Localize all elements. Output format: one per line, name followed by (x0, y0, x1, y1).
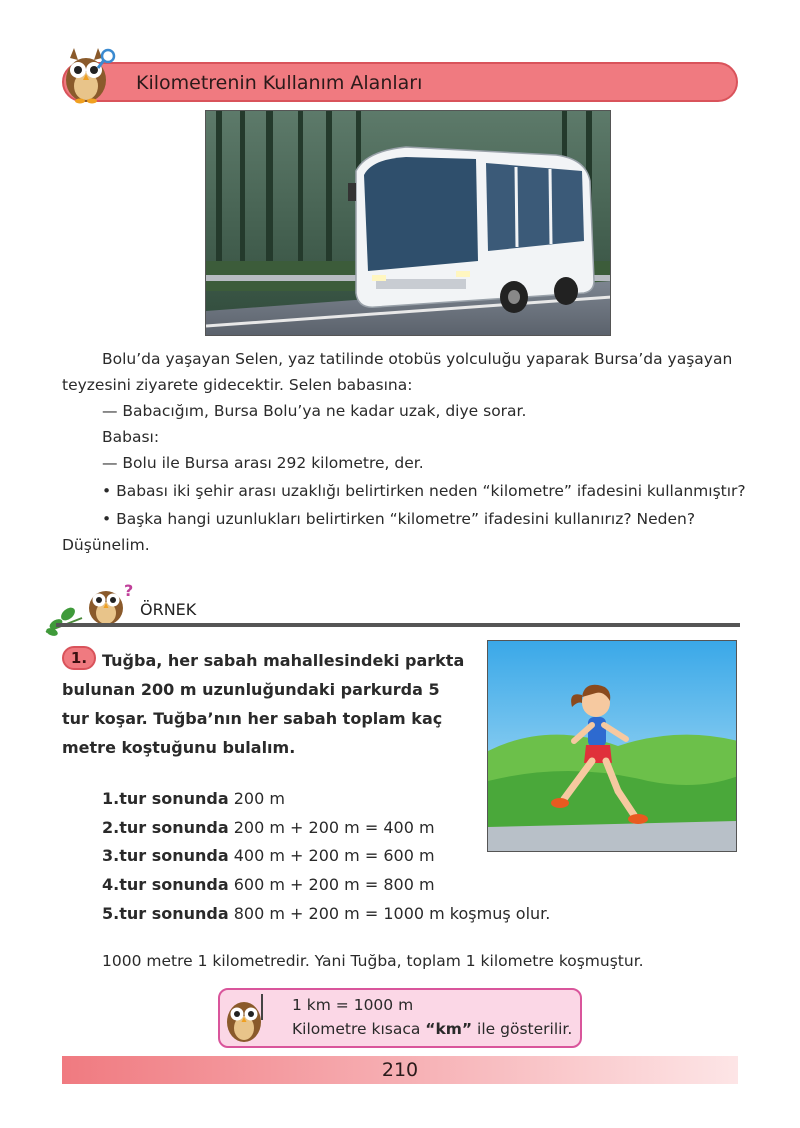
owl-icon (60, 44, 116, 104)
story-intro: Bolu’da yaşayan Selen, yaz tatilinde otobüs yolculuğu yaparak Bursa’da yaşayan teyzesini ziyarete gidecektir. Selen babasına: (62, 350, 733, 394)
example-number-badge: 1. (62, 646, 96, 670)
page-title: Kilometrenin Kullanım Alanları (136, 72, 423, 94)
runner-illustration (487, 640, 737, 852)
bus-illustration (206, 111, 611, 336)
info-line-2: Kilometre kısaca “km” ile gösterilir. (292, 1020, 573, 1038)
runner-scene (488, 641, 737, 852)
page-number: 210 (381, 1059, 419, 1081)
calc-step-4: 4.tur sonunda 600 m + 200 m = 800 m (102, 875, 435, 894)
owl-icon (222, 990, 268, 1044)
svg-text:?: ? (124, 581, 134, 600)
story-question: — Babacığım, Bursa Bolu’ya ne kadar uzak, diye sorar. (102, 402, 527, 420)
example-problem: Tuğba, her sabah mahallesindeki parkta bulunan 200 m uzunluğundaki parkurda 5 tur koşar. Tuğba’nın her sabah toplam kaç metre koştuğunu bulalım. (62, 651, 465, 757)
title-banner (62, 62, 738, 102)
story-father-label: Babası: (102, 428, 160, 446)
calc-step-5: 5.tur sonunda 800 m + 200 m = 1000 m koşmuş olur. (102, 904, 551, 923)
leaf-icon (44, 602, 84, 636)
owl-icon (84, 580, 134, 626)
calc-step-1: 1.tur sonunda 200 m (102, 789, 285, 808)
example-divider (56, 623, 740, 627)
story-bullet-2: • Başka hangi uzunlukları belirtirken “kilometre” ifadesini kullanırız? Neden? Düşünelim. (62, 510, 696, 554)
story-bullet-1: • Babası iki şehir arası uzaklığı belirtirken neden “kilometre” ifadesini kullanmıştır? (102, 482, 746, 500)
bus-photo (205, 110, 611, 336)
calc-step-2: 2.tur sonunda 200 m + 200 m = 400 m (102, 818, 435, 837)
story-answer: — Bolu ile Bursa arası 292 kilometre, der. (102, 454, 424, 472)
example-label: ÖRNEK (140, 600, 197, 619)
calc-step-3: 3.tur sonunda 400 m + 200 m = 600 m (102, 846, 435, 865)
example-summary: 1000 metre 1 kilometredir. Yani Tuğba, toplam 1 kilometre koşmuştur. (102, 952, 644, 970)
info-line-1: 1 km = 1000 m (292, 996, 414, 1014)
